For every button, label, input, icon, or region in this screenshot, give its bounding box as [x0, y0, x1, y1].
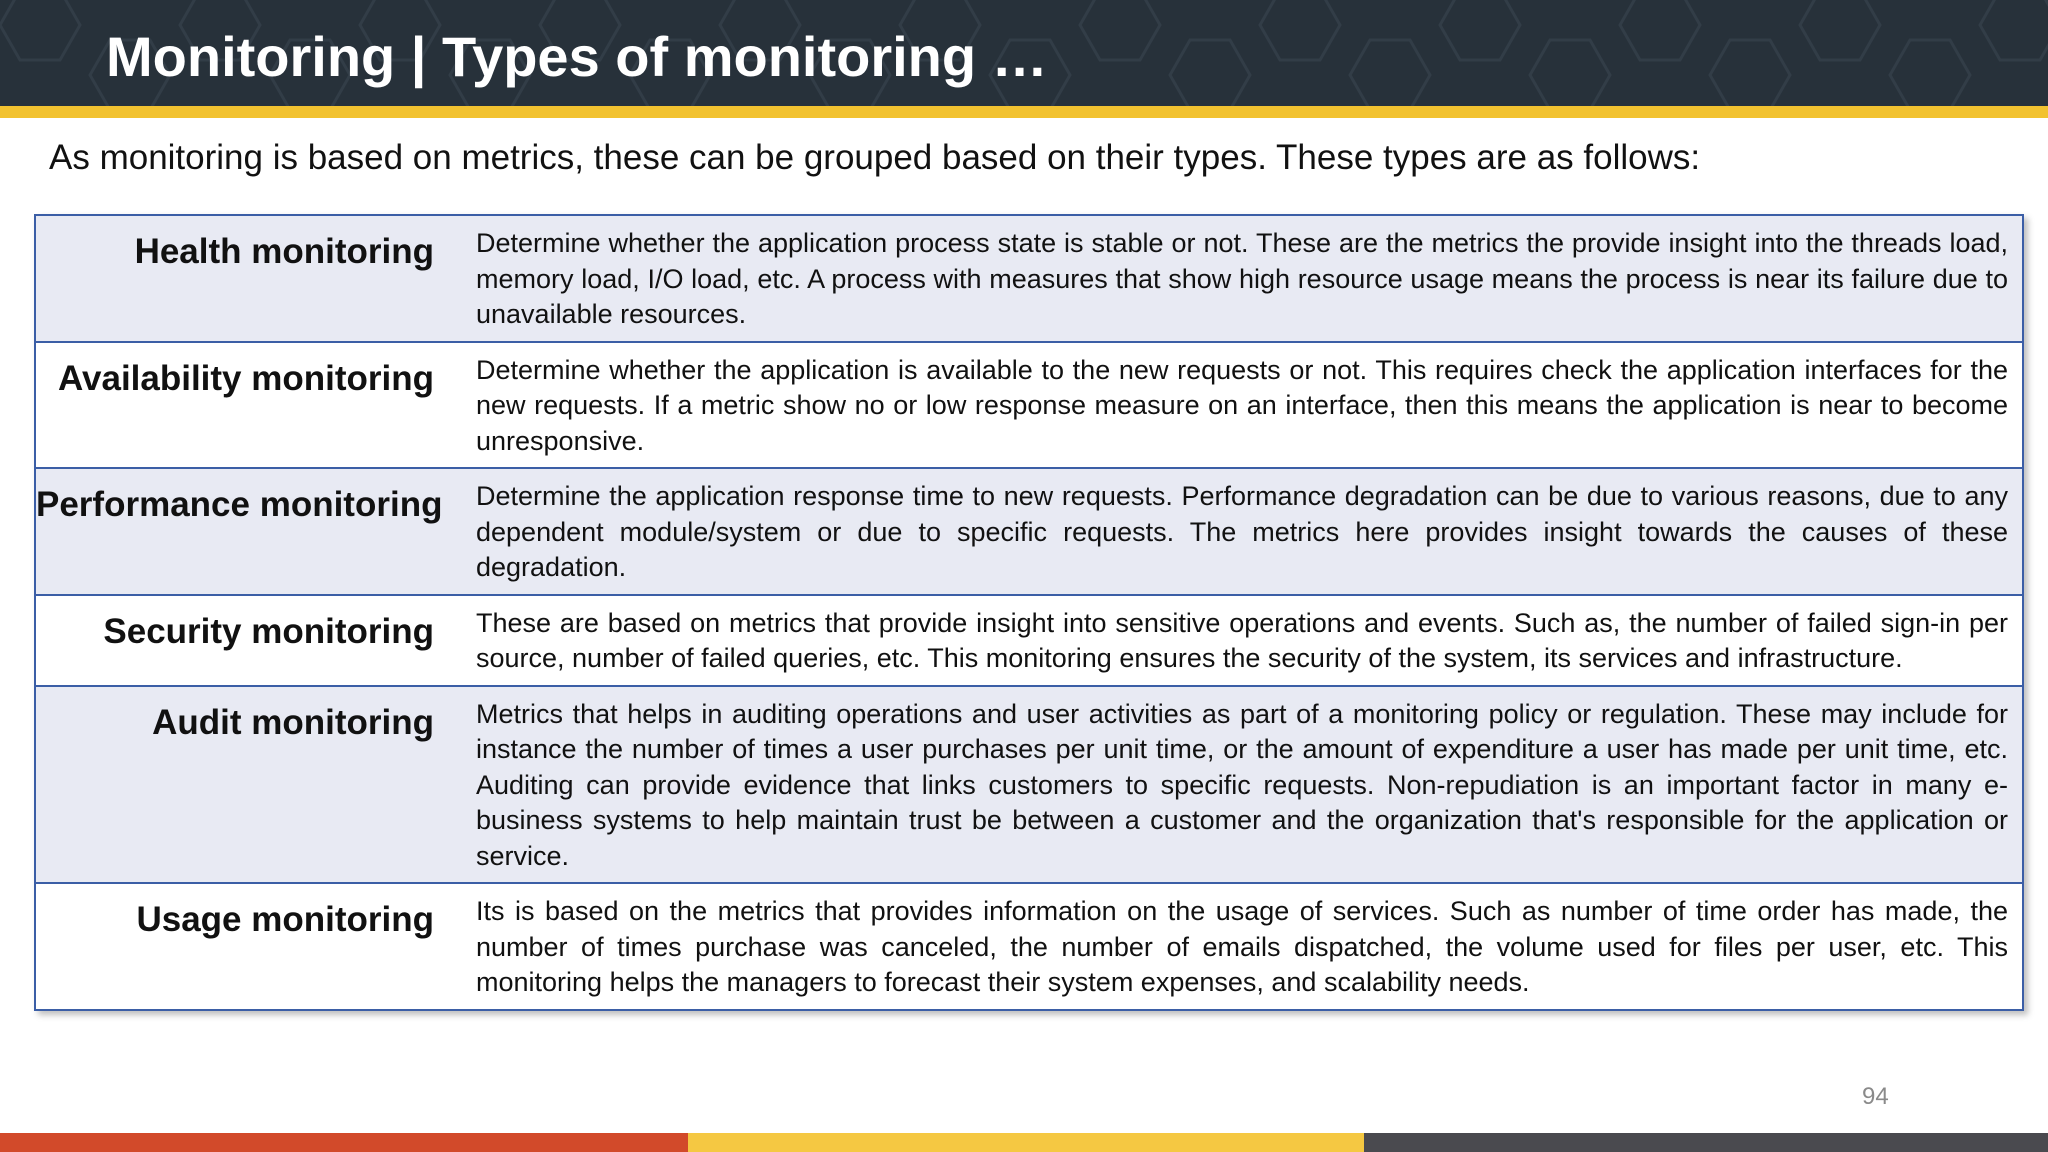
table-row-performance — [36, 467, 2022, 594]
row-label: Health monitoring — [134, 232, 434, 271]
row-label: Security monitoring — [103, 611, 434, 651]
row-description: Determine the application response time to new requests. Performance degradation can be due to various reasons, due to any dependent module/system or due to specific requests. The metrics here provides insight towards the causes of these degradation. — [476, 481, 2008, 582]
header-accent-bar — [0, 106, 2048, 118]
table-row-availability — [36, 341, 2022, 468]
stripe-yellow — [688, 1133, 1364, 1152]
table-row-security — [36, 594, 2022, 685]
intro-text: As monitoring is based on metrics, these can be grouped based on their types. These types are as follows: — [49, 138, 1701, 177]
table-row-health — [36, 216, 2022, 341]
row-description: Determine whether the application process state is stable or not. These are the metrics the provide insight into the threads load, memory load, I/O load, etc. A process with measures that show high resource usage means the process is near its failure due to unavailable resources. — [476, 228, 2008, 329]
row-label: Usage monitoring — [136, 900, 434, 939]
row-description: Metrics that helps in auditing operations and user activities as part of a monitoring policy or regulation. These may include for instance the number of times a user purchases per unit time, or the amount of expenditure a user has made per unit time, etc. Auditing can provide evidence that links customers to specific requests. Non-repudiation is an important factor in many e-business systems to help maintain trust be between a customer and the organization that's responsible for the application or service. — [476, 698, 2008, 871]
row-label: Availability monitoring — [58, 358, 434, 398]
bottom-color-stripe — [0, 1133, 2048, 1152]
row-description: These are based on metrics that provide insight into sensitive operations and events. Such as, the number of failed sign-in per source, number of failed queries, etc. This monitoring ensures the security of the system, its services and infrastructure. — [476, 607, 2008, 673]
row-description: Determine whether the application is available to the new requests or not. This requires check the application interfaces for the new requests. If a metric show no or low response measure on an interface, then this means the application is near to become unresponsive. — [476, 354, 2008, 456]
row-label: Audit monitoring — [152, 702, 434, 742]
stripe-red — [0, 1133, 688, 1152]
row-description: Its is based on the metrics that provides information on the usage of services. Such as number of time order has made, the number of times purchase was canceled, the number of emails dispatched, the volume used for files per user, etc. This monitoring helps the managers to forecast their system expenses, and scalability needs. — [476, 896, 2008, 997]
page-number: 94 — [1862, 1083, 1889, 1110]
stripe-gray — [1364, 1133, 2048, 1152]
table-row-audit — [36, 685, 2022, 883]
slide-title: Monitoring | Types of monitoring … — [106, 25, 1048, 88]
table-row-usage — [36, 882, 2022, 1009]
monitoring-types-table — [34, 214, 2024, 1011]
row-label: Performance monitoring — [36, 485, 443, 524]
header-band — [0, 0, 2048, 106]
